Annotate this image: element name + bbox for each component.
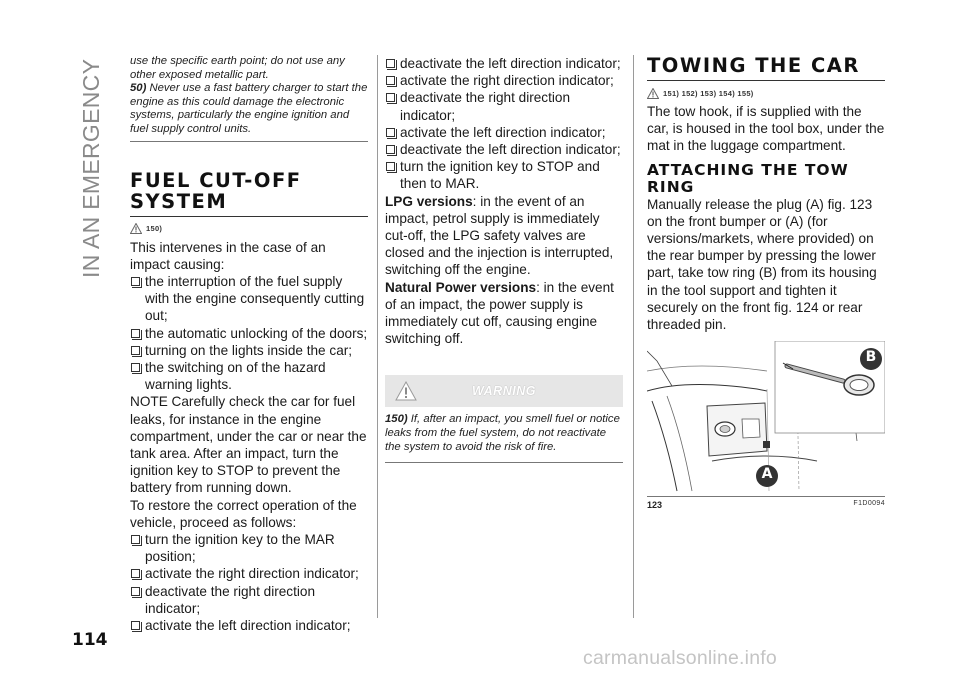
tow-ring-instructions: Manually release the plug (A) fig. 123 on the front bumper or (A) (for versions/markets, where provided) on the rear bumper by pressing the lower part, take tow ring (B) from its housing in the tool support and tighten it securely on the front fig. 124 or rear threaded pin. [647,196,877,333]
note-paragraph: NOTE Carefully check the car for fuel leaks, for instance in the engine compartment, under the car or near the tank area. After an impact, turn the ignition key to STOP to prevent the battery from running down. [130,394,367,496]
checkbox-bullet-icon [131,277,140,286]
checkbox-bullet-icon [131,587,140,596]
note-number: 50) [130,82,147,95]
chapter-title-text: IN AN EMERGENCY [78,58,104,278]
column-1 [130,55,368,634]
warning-reference [130,221,368,237]
checkbox-bullet-icon [386,76,395,85]
checkbox-bullet-icon [131,535,140,544]
chapter-side-title [72,48,112,278]
list-item: turn the ignition key to STOP and then to MAR. [385,158,623,192]
natural-power-text: : in the event of an impact, the power supply is immediately cut off, causing engine switching off. [385,279,614,347]
warning-text: 150) If, after an impact, you smell fuel or notice leaks from the fuel system, do not reactivate the system to avoid the risk of fire. [385,413,620,453]
heading-line: SYSTEM [130,189,228,213]
list-item: deactivate the right direction indicator; [130,583,368,617]
note-text: use the specific earth point; do not use any other exposed metallic part. [130,55,345,81]
list-item: deactivate the left direction indicator; [385,141,623,158]
lpg-text: : in the event of an impact, petrol supply is immediately cut-off, the LPG safety valves are closed and the injection is interrupted, switching off the engine. [385,193,614,278]
checkbox-bullet-icon [131,569,140,578]
figure-code: F1D0094 [853,500,885,508]
page-number: 114 [72,630,108,650]
warning-triangle-icon [395,381,417,401]
column-3 [647,55,885,510]
warning-header [385,375,623,407]
checkbox-bullet-icon [131,346,140,355]
note-text-body: Never use a fast battery charger to start the engine as this could damage the electronic systems, particularly the engine ignition and fuel supply control units. [130,82,368,135]
figure-caption [647,496,885,510]
natural-power-label: Natural Power versions [385,279,537,295]
checkbox-bullet-icon [386,162,395,171]
note-text [130,82,368,136]
subheading-tow-ring: ATTACHING THE TOW RING [647,160,849,196]
heading-line: FUEL CUT-OFF [130,168,302,192]
list-item: the interruption of the fuel supply with the engine consequently cutting out; [130,273,368,325]
restore-paragraph: To restore the correct operation of the vehicle, proceed as follows: [130,497,357,530]
lpg-label: LPG versions [385,193,473,209]
section-heading-fuel-cutoff [130,170,368,217]
checkbox-bullet-icon [386,128,395,137]
list-item: activate the right direction indicator; [385,72,623,89]
warning-triangle-icon [647,88,659,99]
column-divider [633,55,634,618]
warning-reference [647,85,885,101]
lpg-paragraph [385,193,623,279]
label-b: B [865,349,877,366]
checkbox-bullet-icon [386,59,395,68]
reference-numbers: 151) 152) 153) 154) 155) [663,88,754,98]
list-item: turn the ignition key to the MAR position; [130,531,368,565]
list-item: deactivate the right direction indicator; [385,89,623,123]
tow-ring-figure [647,341,885,496]
towing-intro: The tow hook, if is supplied with the car, is housed in the tool box, under the mat in the luggage compartment. [647,104,885,154]
reference-number: 150) [146,224,163,234]
column-2 [385,55,623,463]
warning-triangle-icon [130,223,142,234]
checkbox-bullet-icon [386,93,395,102]
checkbox-bullet-icon [131,363,140,372]
warning-number: 150) [385,413,408,426]
watermark: carmanualsonline.info [583,647,777,669]
list-item: activate the right direction indicator; [130,565,368,582]
checkbox-bullet-icon [386,145,395,154]
warning-box [385,375,623,463]
checkbox-bullet-icon [131,329,140,338]
checkbox-bullet-icon [131,621,140,630]
note-box [130,55,368,142]
figure-number: 123 [647,500,663,511]
section-heading-towing: TOWING THE CAR [647,55,885,81]
list-item: activate the left direction indicator; [130,617,368,634]
natural-power-paragraph [385,279,623,348]
warning-title: WARNING [472,384,536,399]
column-divider [377,55,378,618]
list-item: the switching on of the hazard warning lights. [130,359,368,393]
list-item: turning on the lights inside the car; [130,342,368,359]
label-a: A [761,466,773,483]
list-item: the automatic unlocking of the doors; [130,325,368,342]
intro-text: This intervenes in the case of an impact causing: [130,239,326,272]
list-item: activate the left direction indicator; [385,124,623,141]
list-item: deactivate the left direction indicator; [385,55,623,72]
